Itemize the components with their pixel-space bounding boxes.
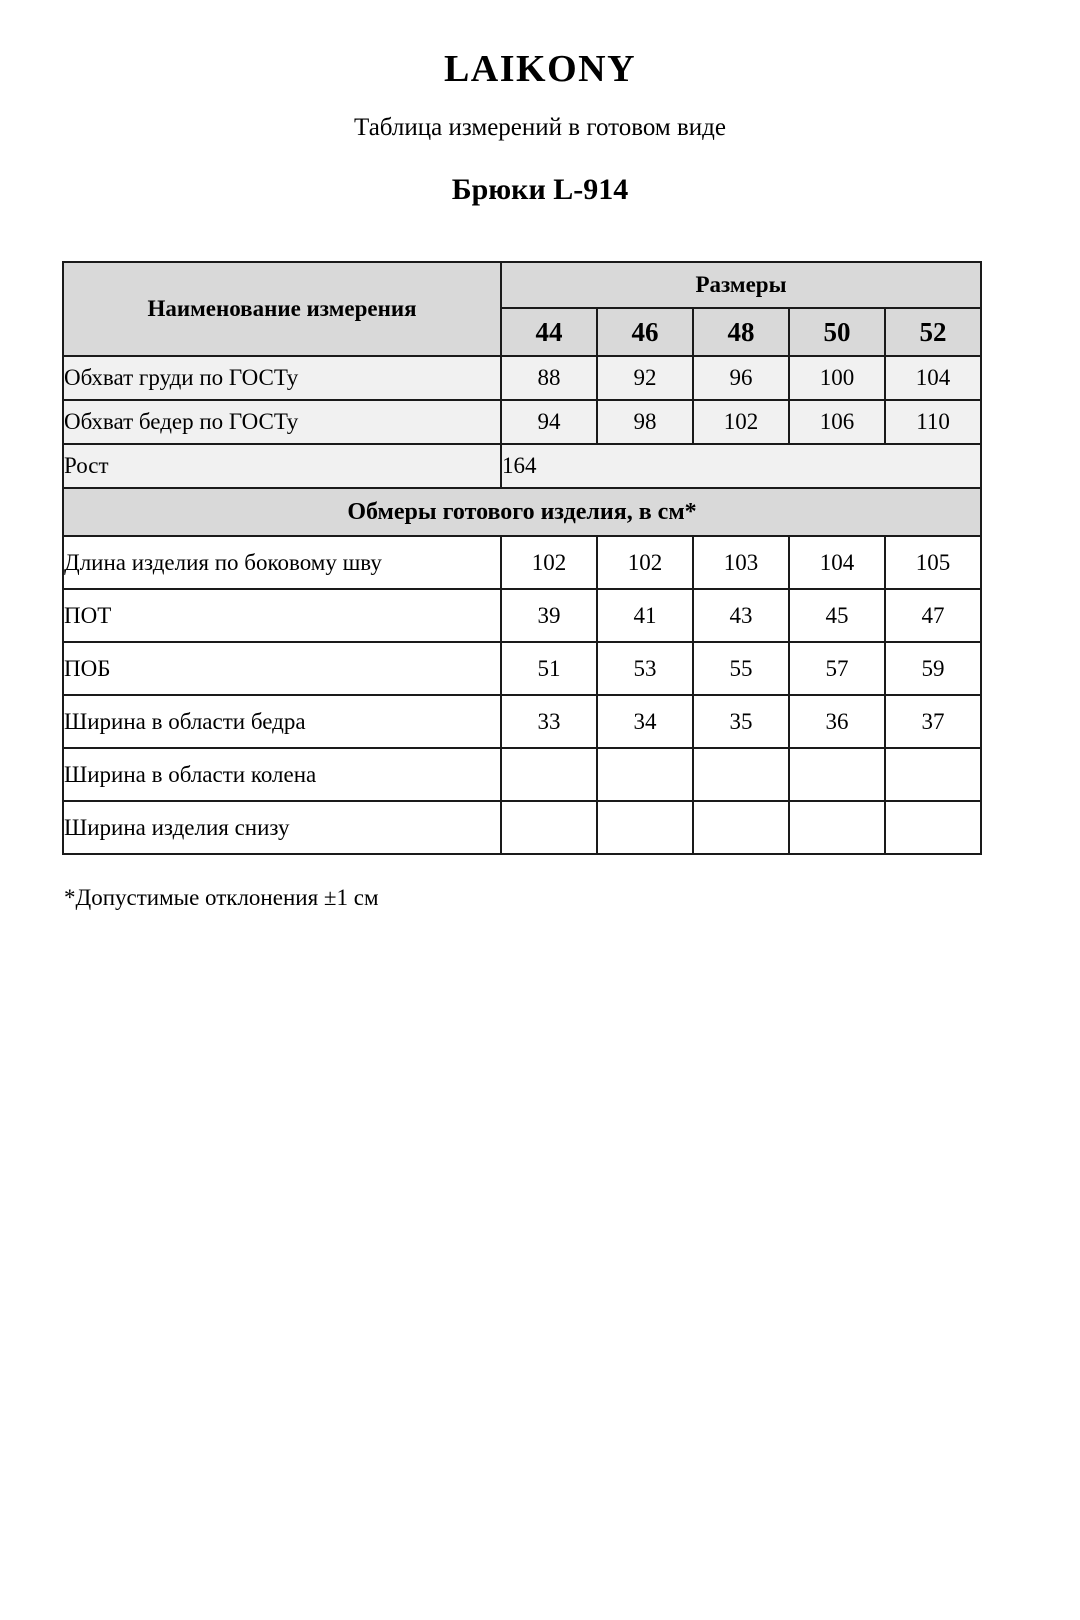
cell-pob-46: 53 — [597, 642, 693, 695]
header-row-top — [63, 262, 981, 308]
row-label-side-seam-length: Длина изделия по боковому шву — [63, 536, 501, 589]
table-row-height — [63, 444, 981, 488]
cell-bottom-48 — [693, 801, 789, 854]
size-header-50: 50 — [789, 308, 885, 356]
cell-hips-44: 94 — [501, 400, 597, 444]
cell-side-seam-46: 102 — [597, 536, 693, 589]
cell-pot-48: 43 — [693, 589, 789, 642]
measurements-table — [62, 261, 982, 855]
cell-side-seam-44: 102 — [501, 536, 597, 589]
cell-knee-48 — [693, 748, 789, 801]
cell-bottom-52 — [885, 801, 981, 854]
table-row — [63, 748, 981, 801]
cell-knee-44 — [501, 748, 597, 801]
cell-pot-44: 39 — [501, 589, 597, 642]
table-row — [63, 356, 981, 400]
cell-knee-50 — [789, 748, 885, 801]
cell-height-value: 164 — [501, 444, 981, 488]
cell-hips-48: 102 — [693, 400, 789, 444]
cell-hips-50: 106 — [789, 400, 885, 444]
table-row — [63, 695, 981, 748]
cell-pot-46: 41 — [597, 589, 693, 642]
cell-chest-48: 96 — [693, 356, 789, 400]
size-header-44: 44 — [501, 308, 597, 356]
cell-bottom-46 — [597, 801, 693, 854]
row-label-thigh-width: Ширина в области бедра — [63, 695, 501, 748]
cell-pob-52: 59 — [885, 642, 981, 695]
product-title: Брюки L-914 — [451, 173, 629, 207]
cell-thigh-44: 33 — [501, 695, 597, 748]
size-header-46: 46 — [597, 308, 693, 356]
cell-hips-46: 98 — [597, 400, 693, 444]
cell-chest-46: 92 — [597, 356, 693, 400]
size-header-48: 48 — [693, 308, 789, 356]
column-header-sizes-group: Размеры — [501, 262, 981, 308]
cell-bottom-44 — [501, 801, 597, 854]
cell-pot-52: 47 — [885, 589, 981, 642]
table-row — [63, 400, 981, 444]
table-head — [63, 262, 981, 356]
row-label-pob: ПОБ — [63, 642, 501, 695]
row-label-hips-gost: Обхват бедер по ГОСТу — [63, 400, 501, 444]
cell-knee-52 — [885, 748, 981, 801]
table-body — [63, 356, 981, 854]
cell-side-seam-48: 103 — [693, 536, 789, 589]
cell-pot-50: 45 — [789, 589, 885, 642]
size-header-52: 52 — [885, 308, 981, 356]
section-header-finished-measurements: Обмеры готового изделия, в см* — [63, 488, 981, 536]
row-label-knee-width: Ширина в области колена — [63, 748, 501, 801]
row-label-height: Рост — [63, 444, 501, 488]
cell-chest-52: 104 — [885, 356, 981, 400]
table-row — [63, 536, 981, 589]
cell-chest-50: 100 — [789, 356, 885, 400]
cell-hips-52: 110 — [885, 400, 981, 444]
row-label-pot: ПОТ — [63, 589, 501, 642]
column-header-measurement-name: Наименование измерения — [63, 262, 501, 356]
cell-pob-44: 51 — [501, 642, 597, 695]
cell-chest-44: 88 — [501, 356, 597, 400]
section-header-row — [63, 488, 981, 536]
cell-thigh-46: 34 — [597, 695, 693, 748]
table-row — [63, 589, 981, 642]
cell-side-seam-52: 105 — [885, 536, 981, 589]
cell-side-seam-50: 104 — [789, 536, 885, 589]
cell-pob-50: 57 — [789, 642, 885, 695]
document-subtitle: Таблица измерений в готовом виде — [354, 113, 726, 141]
tolerance-footnote: *Допустимые отклонения ±1 см — [64, 885, 379, 910]
cell-thigh-50: 36 — [789, 695, 885, 748]
row-label-bottom-width: Ширина изделия снизу — [63, 801, 501, 854]
cell-pob-48: 55 — [693, 642, 789, 695]
cell-thigh-52: 37 — [885, 695, 981, 748]
row-label-chest-gost: Обхват груди по ГОСТу — [63, 356, 501, 400]
cell-bottom-50 — [789, 801, 885, 854]
cell-knee-46 — [597, 748, 693, 801]
table-row — [63, 801, 981, 854]
measurements-table-container — [62, 261, 980, 855]
cell-thigh-48: 35 — [693, 695, 789, 748]
brand-title: LAIKONY — [443, 48, 637, 90]
table-row — [63, 642, 981, 695]
